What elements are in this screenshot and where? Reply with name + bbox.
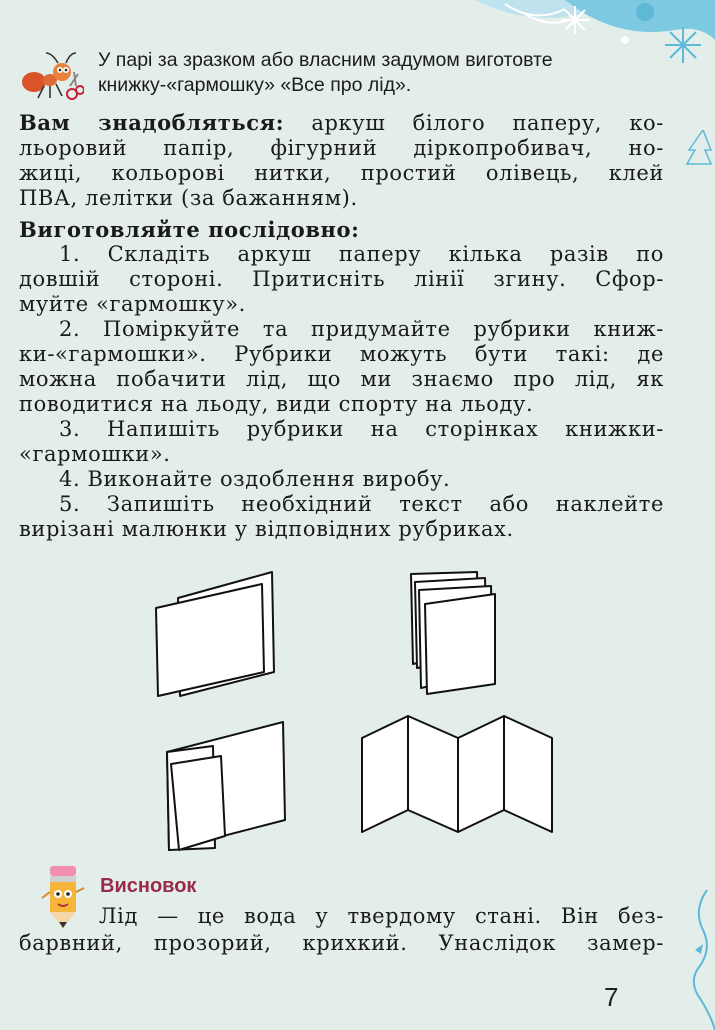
- step-line: вирізані малюнки у відповідних рубриках.: [19, 517, 514, 541]
- step-line: 1. Складіть аркуш паперу кілька разів по: [59, 242, 664, 266]
- materials-line-4: ПВА, лелітки (за бажанням).: [19, 186, 358, 210]
- conclusion-line-1: Лід — це вода у твердому стані. Він без-: [99, 904, 664, 928]
- materials-line-1: [19, 110, 664, 136]
- steps-heading: Виготовляйте послідовно:: [19, 217, 360, 242]
- step-line: 5. Запишіть необхідний текст або наклейте: [59, 492, 664, 516]
- step-line: 3. Напишіть рубрики на сторінках книжки-: [59, 417, 664, 441]
- step-line: муйте «гармошку».: [19, 292, 246, 316]
- step-line: 4. Виконайте оздоблення виробу.: [59, 467, 451, 491]
- step-line: довшій стороні. Притисніть лінії згину. Сфор-: [19, 267, 664, 291]
- intro-line-1: У парі за зразком або власним задумом виготовте: [98, 49, 553, 71]
- christmas-tree-outline-icon: [685, 130, 715, 1030]
- conclusion-text: [19, 903, 664, 957]
- conclusion-line-2: барвний, прозорий, крихкий. Унаслідок замер-: [19, 931, 664, 955]
- step-line: можна побачити лід, що ми знаємо про лід, як: [19, 367, 664, 391]
- step-line: 2. Поміркуйте та придумайте рубрики книж-: [59, 317, 664, 341]
- folded-sheet-illustration: [150, 570, 290, 700]
- main-text: [19, 110, 664, 542]
- materials-heading: Вам знадобляться:: [19, 110, 285, 135]
- materials-line-3: жиці, кольорові нитки, простий олівець, клей: [19, 161, 664, 185]
- step-line: ки-«гармошки». Рубрики можуть бути такі: де: [19, 342, 664, 366]
- materials-text-1: аркуш білого паперу, ко-: [311, 111, 664, 135]
- materials-line-2: льоровий папір, фігурний діркопробивач, но-: [19, 136, 664, 160]
- ant-scissors-icon: [18, 50, 84, 104]
- intro-line-2: книжку-«гармошку» «Все про лід».: [98, 74, 412, 96]
- conclusion-heading: Висновок: [100, 875, 197, 897]
- accordion-fold-illustration: [405, 568, 500, 698]
- page-number: 7: [604, 982, 619, 1012]
- step-line: поводитися на льоду, види спорту на льоду.: [19, 392, 534, 416]
- folded-book-illustration: [163, 718, 288, 855]
- step-line: «гармошки».: [19, 442, 171, 466]
- unfolded-accordion-illustration: [358, 712, 556, 836]
- task-intro: [18, 42, 678, 102]
